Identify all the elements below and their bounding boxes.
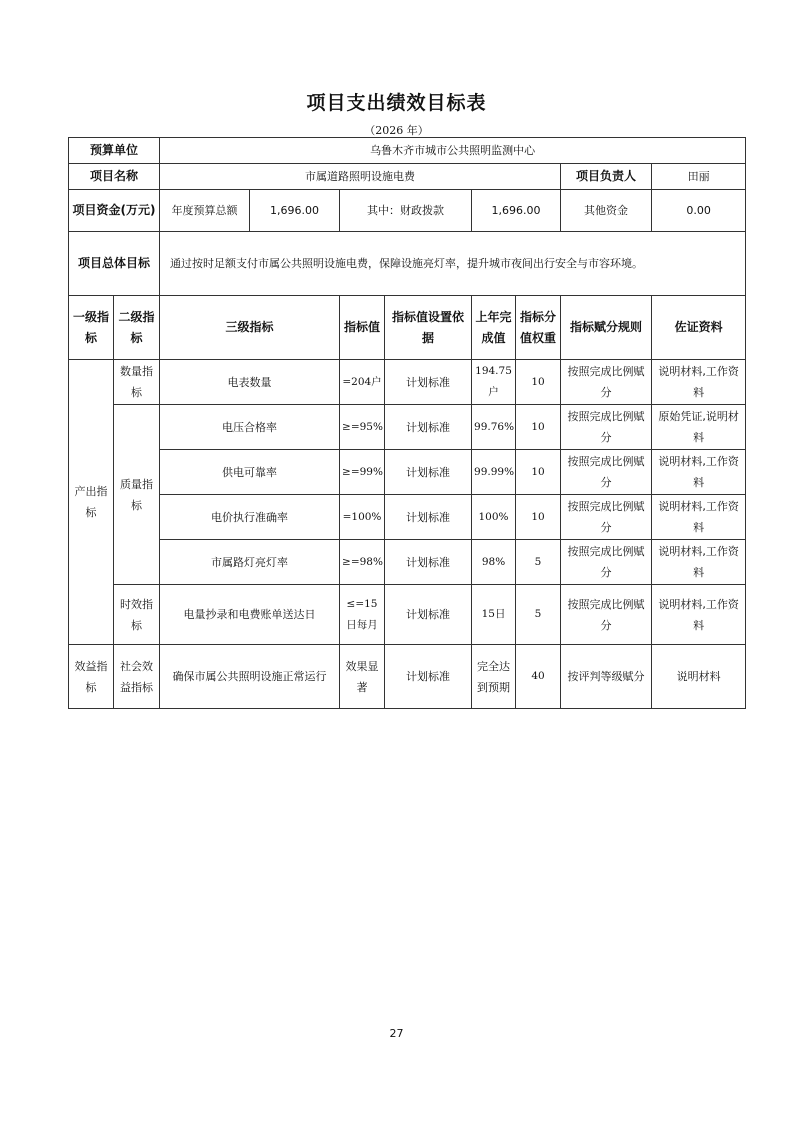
annual-label: 年度预算总额 (160, 190, 250, 232)
last-cell: 100% (472, 495, 516, 540)
fiscal-label: 其中：财政拨款 (340, 190, 472, 232)
l1-benefit: 效益指标 (69, 645, 114, 709)
l3-cell: 电价执行准确率 (160, 495, 340, 540)
table-row (69, 360, 746, 405)
name-value: 市属道路照明设施电费 (160, 164, 561, 190)
basis-cell: 计划标准 (385, 360, 472, 405)
value-cell: ≥=95% (340, 405, 385, 450)
header-l3: 三级指标 (160, 296, 340, 360)
table-row (69, 585, 746, 645)
other-label: 其他资金 (561, 190, 652, 232)
value-cell: 效果显著 (340, 645, 385, 709)
rule-cell: 按照完成比例赋分 (561, 495, 652, 540)
value-cell: ≤=15日每月 (340, 585, 385, 645)
name-label: 项目名称 (69, 164, 160, 190)
l2-timeliness: 时效指标 (114, 585, 160, 645)
l3-cell: 确保市属公共照明设施正常运行 (160, 645, 340, 709)
value-cell: ≥=99% (340, 450, 385, 495)
last-cell: 99.99% (472, 450, 516, 495)
other-value: 0.00 (652, 190, 746, 232)
header-l2: 二级指标 (114, 296, 160, 360)
value-cell: =100% (340, 495, 385, 540)
header-rule: 指标赋分规则 (561, 296, 652, 360)
unit-value: 乌鲁木齐市城市公共照明监测中心 (160, 138, 746, 164)
table-row (69, 405, 746, 450)
weight-cell: 10 (516, 495, 561, 540)
l3-cell: 供电可靠率 (160, 450, 340, 495)
evidence-cell: 说明材料,工作资料 (652, 495, 746, 540)
page-title: 项目支出绩效目标表 (306, 92, 487, 114)
value-cell: ≥=98% (340, 540, 385, 585)
value-cell: =204户 (340, 360, 385, 405)
header-last: 上年完成值 (472, 296, 516, 360)
l3-cell: 电表数量 (160, 360, 340, 405)
basis-cell: 计划标准 (385, 645, 472, 709)
header-weight: 指标分值权重 (516, 296, 561, 360)
header-row (69, 296, 746, 360)
unit-row (69, 138, 746, 164)
header-evidence: 佐证资料 (652, 296, 746, 360)
funds-label: 项目资金(万元) (69, 190, 160, 232)
evidence-cell: 原始凭证,说明材料 (652, 405, 746, 450)
evidence-cell: 说明材料,工作资料 (652, 540, 746, 585)
rule-cell: 按照完成比例赋分 (561, 540, 652, 585)
l1-output: 产出指标 (69, 360, 114, 645)
weight-cell: 10 (516, 360, 561, 405)
name-row (69, 164, 746, 190)
header-basis: 指标值设置依据 (385, 296, 472, 360)
l3-cell: 电压合格率 (160, 405, 340, 450)
funds-row (69, 190, 746, 232)
goal-value: 通过按时足额支付市属公共照明设施电费，保障设施亮灯率，提升城市夜间出行安全与市容环境。 (160, 232, 746, 296)
table-row (69, 450, 746, 495)
basis-cell: 计划标准 (385, 405, 472, 450)
goal-row (69, 232, 746, 296)
last-cell: 99.76% (472, 405, 516, 450)
performance-table (68, 137, 746, 709)
annual-value: 1,696.00 (250, 190, 340, 232)
unit-label: 预算单位 (69, 138, 160, 164)
weight-cell: 5 (516, 585, 561, 645)
weight-cell: 5 (516, 540, 561, 585)
basis-cell: 计划标准 (385, 450, 472, 495)
l2-quantity: 数量指标 (114, 360, 160, 405)
page-number: 27 (389, 1027, 404, 1040)
basis-cell: 计划标准 (385, 495, 472, 540)
rule-cell: 按评判等级赋分 (561, 645, 652, 709)
l3-cell: 市属路灯亮灯率 (160, 540, 340, 585)
l2-quality: 质量指标 (114, 405, 160, 585)
year-label: （2026 年） (364, 124, 429, 137)
l2-social-benefit: 社会效益指标 (114, 645, 160, 709)
basis-cell: 计划标准 (385, 585, 472, 645)
rule-cell: 按照完成比例赋分 (561, 450, 652, 495)
last-cell: 15日 (472, 585, 516, 645)
basis-cell: 计划标准 (385, 540, 472, 585)
table-row (69, 495, 746, 540)
last-cell: 98% (472, 540, 516, 585)
manager-value: 田丽 (652, 164, 746, 190)
header-l1: 一级指标 (69, 296, 114, 360)
last-cell: 完全达到预期 (472, 645, 516, 709)
last-cell: 194.75户 (472, 360, 516, 405)
table-row (69, 645, 746, 709)
weight-cell: 40 (516, 645, 561, 709)
evidence-cell: 说明材料 (652, 645, 746, 709)
evidence-cell: 说明材料,工作资料 (652, 450, 746, 495)
rule-cell: 按照完成比例赋分 (561, 585, 652, 645)
table-row (69, 540, 746, 585)
weight-cell: 10 (516, 450, 561, 495)
weight-cell: 10 (516, 405, 561, 450)
rule-cell: 按照完成比例赋分 (561, 360, 652, 405)
evidence-cell: 说明材料,工作资料 (652, 360, 746, 405)
goal-label: 项目总体目标 (69, 232, 160, 296)
fiscal-value: 1,696.00 (472, 190, 561, 232)
header-value: 指标值 (340, 296, 385, 360)
rule-cell: 按照完成比例赋分 (561, 405, 652, 450)
manager-label: 项目负责人 (561, 164, 652, 190)
l3-cell: 电量抄录和电费账单送达日 (160, 585, 340, 645)
evidence-cell: 说明材料,工作资料 (652, 585, 746, 645)
